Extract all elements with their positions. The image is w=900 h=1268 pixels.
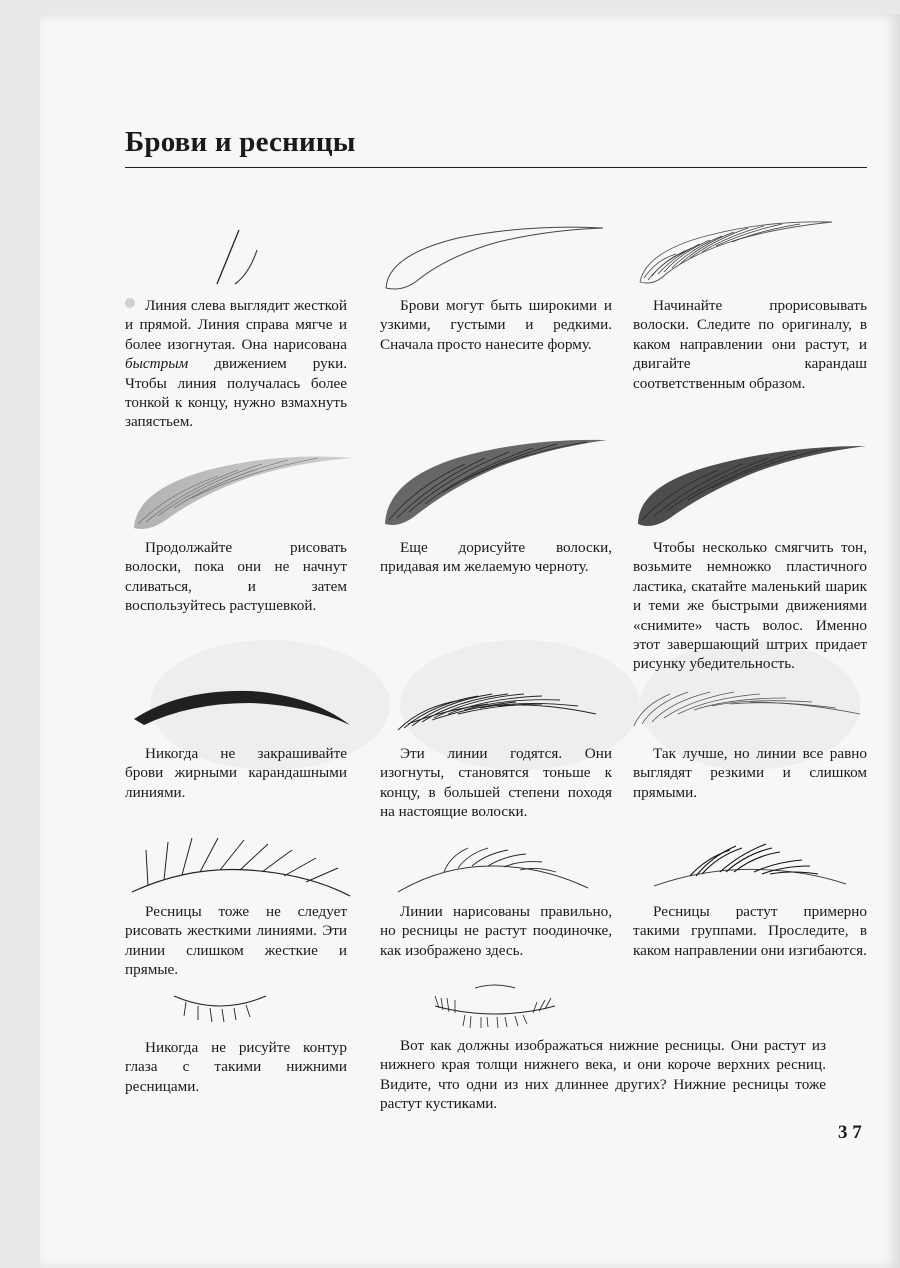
brow-softened-illustration — [634, 430, 869, 530]
title-underline — [125, 167, 867, 168]
lashes-groups-illustration — [650, 832, 850, 892]
brow-heavy-line-illustration — [130, 685, 355, 735]
caption-add-hairs: Еще дорисуйте волоски, придавая им желаемую черноту. — [380, 539, 612, 576]
caption-never-fill: Никогда не закрашивайте брови жирными карандашными линиями. — [125, 745, 347, 801]
brow-outline-illustration — [378, 210, 608, 295]
caption-line-stroke: Линия слева выглядит жесткой и прямой. Линия справа мягче и более изогнутая. Она нарисована быстрым движением руки. Чтобы линия получалась более тонкой к концу, нужно взмахнуть запястьем. — [125, 297, 347, 431]
caption-brow-shape: Брови могут быть широкими и узкими, густыми и редкими. Сначала просто нанесите форму. — [380, 297, 612, 353]
caption-lashes-not-hard: Ресницы тоже не следует рисовать жесткими линиями. Эти линии слишком жесткие и прямые. — [125, 903, 347, 979]
lower-lashes-wrong-illustration — [170, 990, 270, 1025]
brow-harsh-lines-illustration — [630, 682, 865, 732]
stroke-comparison-illustration — [205, 226, 285, 288]
caption-better-but: Так лучше, но линии все равно выглядят резкими и слишком прямыми. — [633, 745, 867, 801]
lower-lashes-correct-illustration — [425, 982, 565, 1030]
caption-lower-lashes: Вот как должны изображаться нижние ресницы. Они растут из нижнего края толщи нижнего века, и они короче верхних ресниц. Видите, что одни из них длиннее других? Нижние ресницы тоже растут кустиками. — [380, 1037, 826, 1113]
brow-blending-illustration — [128, 440, 358, 535]
caption-lines-ok: Эти линии годятся. Они изогнуты, становятся тоньше к концу, в большей степени походя на настоящие волоски. — [380, 745, 612, 821]
brow-darkened-illustration — [381, 420, 611, 530]
caption-no-contour: Никогда не рисуйте контур глаза с такими нижними ресницами. — [125, 1039, 347, 1095]
caption-start-hairs: Начинайте прорисовывать волоски. Следите по оригиналу, в каком направлении они растут, и двигайте карандаш соответственным образом. — [633, 297, 867, 392]
caption-keep-drawing: Продолжайте рисовать волоски, пока они не начнут сливаться, и затем воспользуйтесь растушевкой. — [125, 539, 347, 615]
caption-lines-correct: Линии нарисованы правильно, но ресницы не растут поодиночке, как изображено здесь. — [380, 903, 612, 959]
brow-good-lines-illustration — [392, 680, 602, 735]
emphasis-word: быстрым — [125, 355, 189, 373]
page-number: 3 7 — [838, 1122, 862, 1143]
caption-soften: Чтобы несколько смягчить тон, возьмите немножко пластичного ластика, скатайте маленький шарик и теми же быстрыми движениями «снимите» часть волос. Именно этот завершающий штрих придает рисунку убедительность. — [633, 539, 867, 673]
lashes-single-lines-illustration — [392, 836, 592, 896]
page-title: Брови и ресницы — [125, 126, 356, 158]
lashes-hard-lines-illustration — [128, 830, 353, 900]
brow-hairs-start-illustration — [636, 212, 836, 292]
caption-lashes-groups: Ресницы растут примерно такими группами. Проследите, в каком направлении они изгибаются. — [633, 903, 867, 959]
